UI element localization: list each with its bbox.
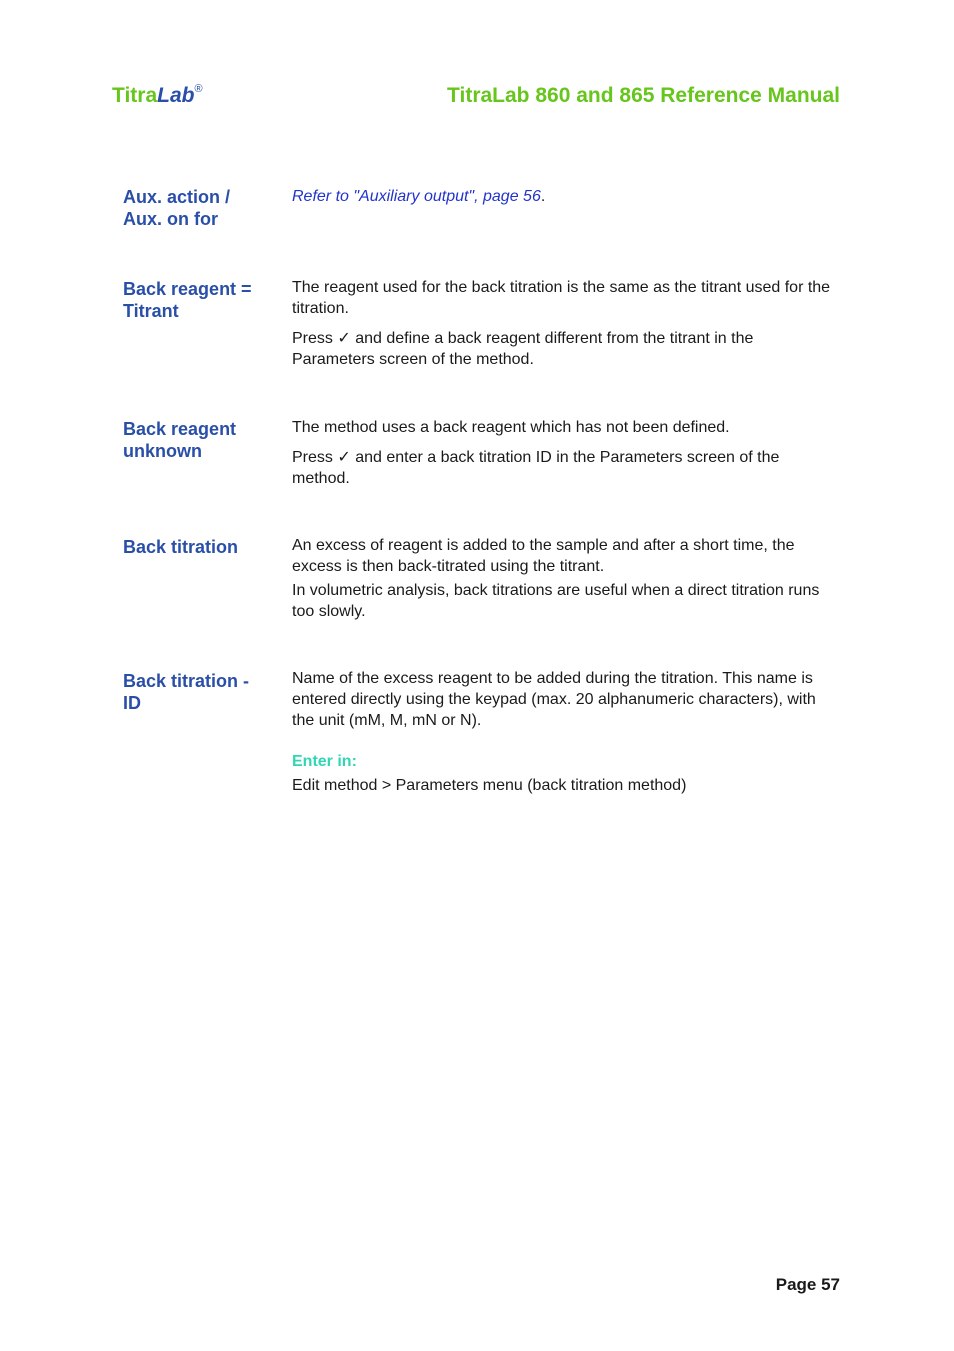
term-line: Aux. action /: [123, 187, 231, 207]
page-number: Page 57: [775, 1275, 840, 1294]
paragraph: The reagent used for the back titration is the same as the titrant used for the titration.: [292, 279, 831, 317]
term-line: unknown: [123, 441, 202, 461]
paragraph: Press ✓ and enter a back titration ID in the Parameters screen of the method.: [292, 449, 780, 487]
paragraph: The method uses a back reagent which has not been defined.: [292, 419, 730, 436]
desc-back-reagent-titrant: [292, 277, 837, 370]
term-back-reagent-titrant: [123, 278, 273, 322]
paragraph: Press ✓ and define a back reagent different from the titrant in the Parameters screen of the method.: [292, 330, 754, 368]
term-line: ID: [123, 693, 141, 713]
term-line: Back reagent =: [123, 279, 252, 299]
desc-back-titration-id: [292, 668, 837, 796]
term-line: Back reagent: [123, 419, 237, 439]
enter-in-path: Edit method > Parameters menu (back titration method): [292, 777, 687, 794]
desc-back-titration: [292, 535, 837, 622]
term-back-titration-id: [123, 670, 273, 714]
paragraph: In volumetric analysis, back titrations are useful when a direct titration runs too slowly.: [292, 582, 820, 620]
registered-mark: ®: [194, 83, 203, 95]
brand-part-titra: Titra: [112, 84, 158, 107]
desc-aux-action: [292, 186, 837, 207]
term-line: Back titration -: [123, 671, 250, 691]
enter-in-label: Enter in:: [292, 753, 357, 770]
term-line: Titrant: [123, 301, 179, 321]
term-aux-action: [123, 186, 273, 230]
term-line: Aux. on for: [123, 209, 218, 229]
paragraph: An excess of reagent is added to the sample and after a short time, the excess is then back-titrated using the titrant.: [292, 537, 795, 575]
term-back-reagent-unknown: [123, 418, 273, 462]
paragraph: Name of the excess reagent to be added during the titration. This name is entered directly using the keypad (max. 20 alphanumeric characters), with the unit (mM, M, mN or N).: [292, 670, 816, 729]
brand-logo: [112, 84, 203, 108]
auxiliary-output-link[interactable]: Refer to "Auxiliary output", page 56: [292, 188, 541, 205]
brand-part-lab: Lab: [157, 84, 195, 107]
term-back-titration: [123, 536, 273, 558]
term-line: Back titration: [123, 537, 239, 557]
ref-period: .: [540, 188, 546, 205]
manual-title: TitraLab 860 and 865 Reference Manual: [447, 84, 840, 107]
desc-back-reagent-unknown: [292, 417, 837, 489]
